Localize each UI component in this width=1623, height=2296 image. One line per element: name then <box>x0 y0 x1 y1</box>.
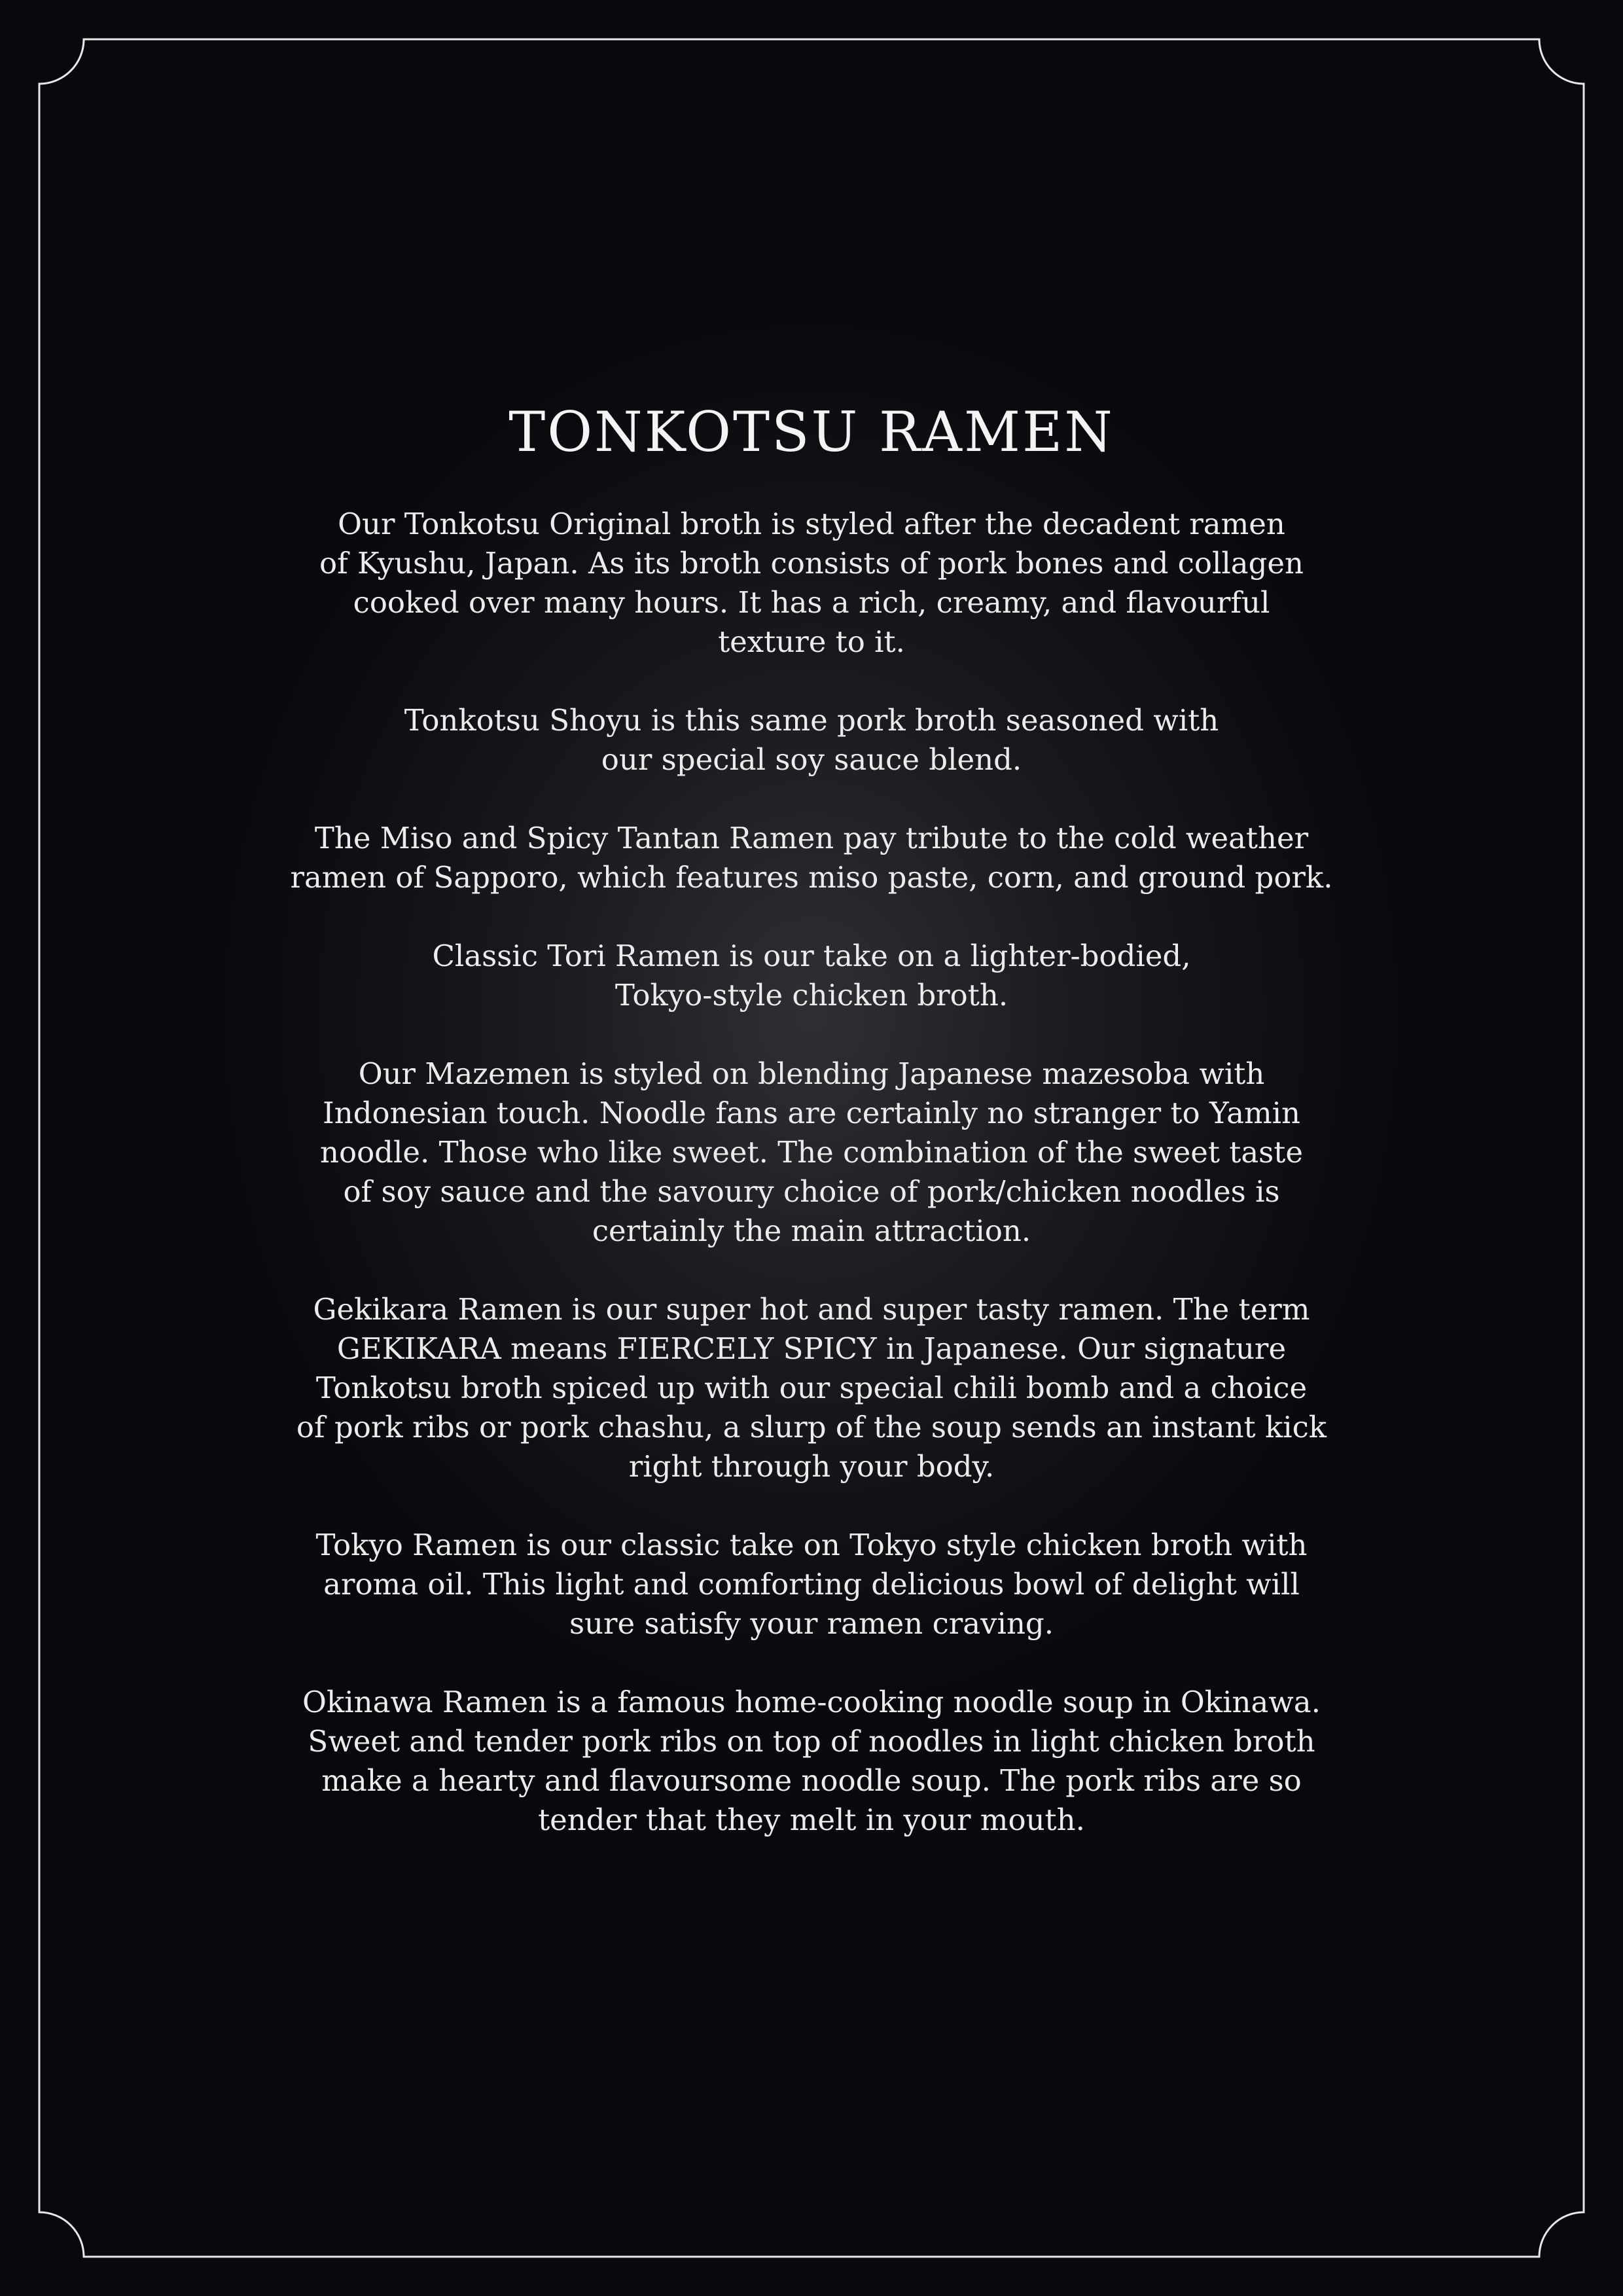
text-line: our special soy sauce blend. <box>601 742 1022 777</box>
text-line: Tonkotsu broth spiced up with our special chili bomb and a choice <box>315 1370 1308 1405</box>
text-line: tender that they melt in your mouth. <box>538 1802 1085 1837</box>
paragraph-tokyo-ramen <box>209 1526 1414 1643</box>
text-line: GEKIKARA means FIERCELY SPICY in Japanese. Our signature <box>336 1331 1287 1366</box>
text-line: noodle. Those who like sweet. The combination of the sweet taste <box>320 1134 1303 1170</box>
text-line: Tonkotsu Shoyu is this same pork broth seasoned with <box>404 702 1219 738</box>
paragraph-miso-tantan <box>209 819 1414 897</box>
text-line: right through your body. <box>628 1448 995 1484</box>
paragraph-gekikara <box>209 1290 1414 1486</box>
text-line: Indonesian touch. Noodle fans are certainly no stranger to Yamin <box>322 1095 1301 1130</box>
text-line: aroma oil. This light and comforting delicious bowl of delight will <box>323 1566 1300 1602</box>
paragraph-okinawa-ramen <box>209 1683 1414 1840</box>
paragraph-tonkotsu-original <box>209 505 1414 662</box>
text-line: cooked over many hours. It has a rich, creamy, and flavourful <box>353 584 1270 620</box>
text-line: of soy sauce and the savoury choice of pork/chicken noodles is <box>343 1174 1280 1209</box>
text-line: of Kyushu, Japan. As its broth consists of pork bones and collagen <box>319 545 1304 581</box>
paragraph-tori-ramen <box>209 937 1414 1015</box>
text-line: sure satisfy your ramen craving. <box>569 1605 1054 1641</box>
paragraph-tonkotsu-shoyu <box>209 701 1414 780</box>
menu-content <box>209 399 1414 1879</box>
text-line: texture to it. <box>718 624 905 659</box>
text-line: Our Mazemen is styled on blending Japanese mazesoba with <box>358 1056 1265 1091</box>
text-line: make a hearty and flavoursome noodle soup. The pork ribs are so <box>321 1763 1302 1798</box>
page-title: TONKOTSU RAMEN <box>508 400 1115 464</box>
text-line: Gekikara Ramen is our super hot and super tasty ramen. The term <box>313 1291 1310 1327</box>
text-line: Tokyo-style chicken broth. <box>615 977 1008 1013</box>
text-line: of pork ribs or pork chashu, a slurp of the soup sends an instant kick <box>296 1409 1327 1444</box>
text-line: Okinawa Ramen is a famous home-cooking noodle soup in Okinawa. <box>302 1684 1321 1719</box>
text-line: Classic Tori Ramen is our take on a lighter-bodied, <box>432 938 1191 973</box>
paragraph-mazemen <box>209 1054 1414 1251</box>
text-line: Our Tonkotsu Original broth is styled after the decadent ramen <box>338 506 1285 541</box>
text-line: The Miso and Spicy Tantan Ramen pay tribute to the cold weather <box>314 820 1309 855</box>
text-line: Sweet and tender pork ribs on top of noodles in light chicken broth <box>308 1723 1315 1759</box>
text-line: Tokyo Ramen is our classic take on Tokyo style chicken broth with <box>315 1527 1308 1562</box>
text-line: ramen of Sapporo, which features miso paste, corn, and ground pork. <box>290 859 1333 895</box>
text-line: certainly the main attraction. <box>592 1213 1031 1248</box>
